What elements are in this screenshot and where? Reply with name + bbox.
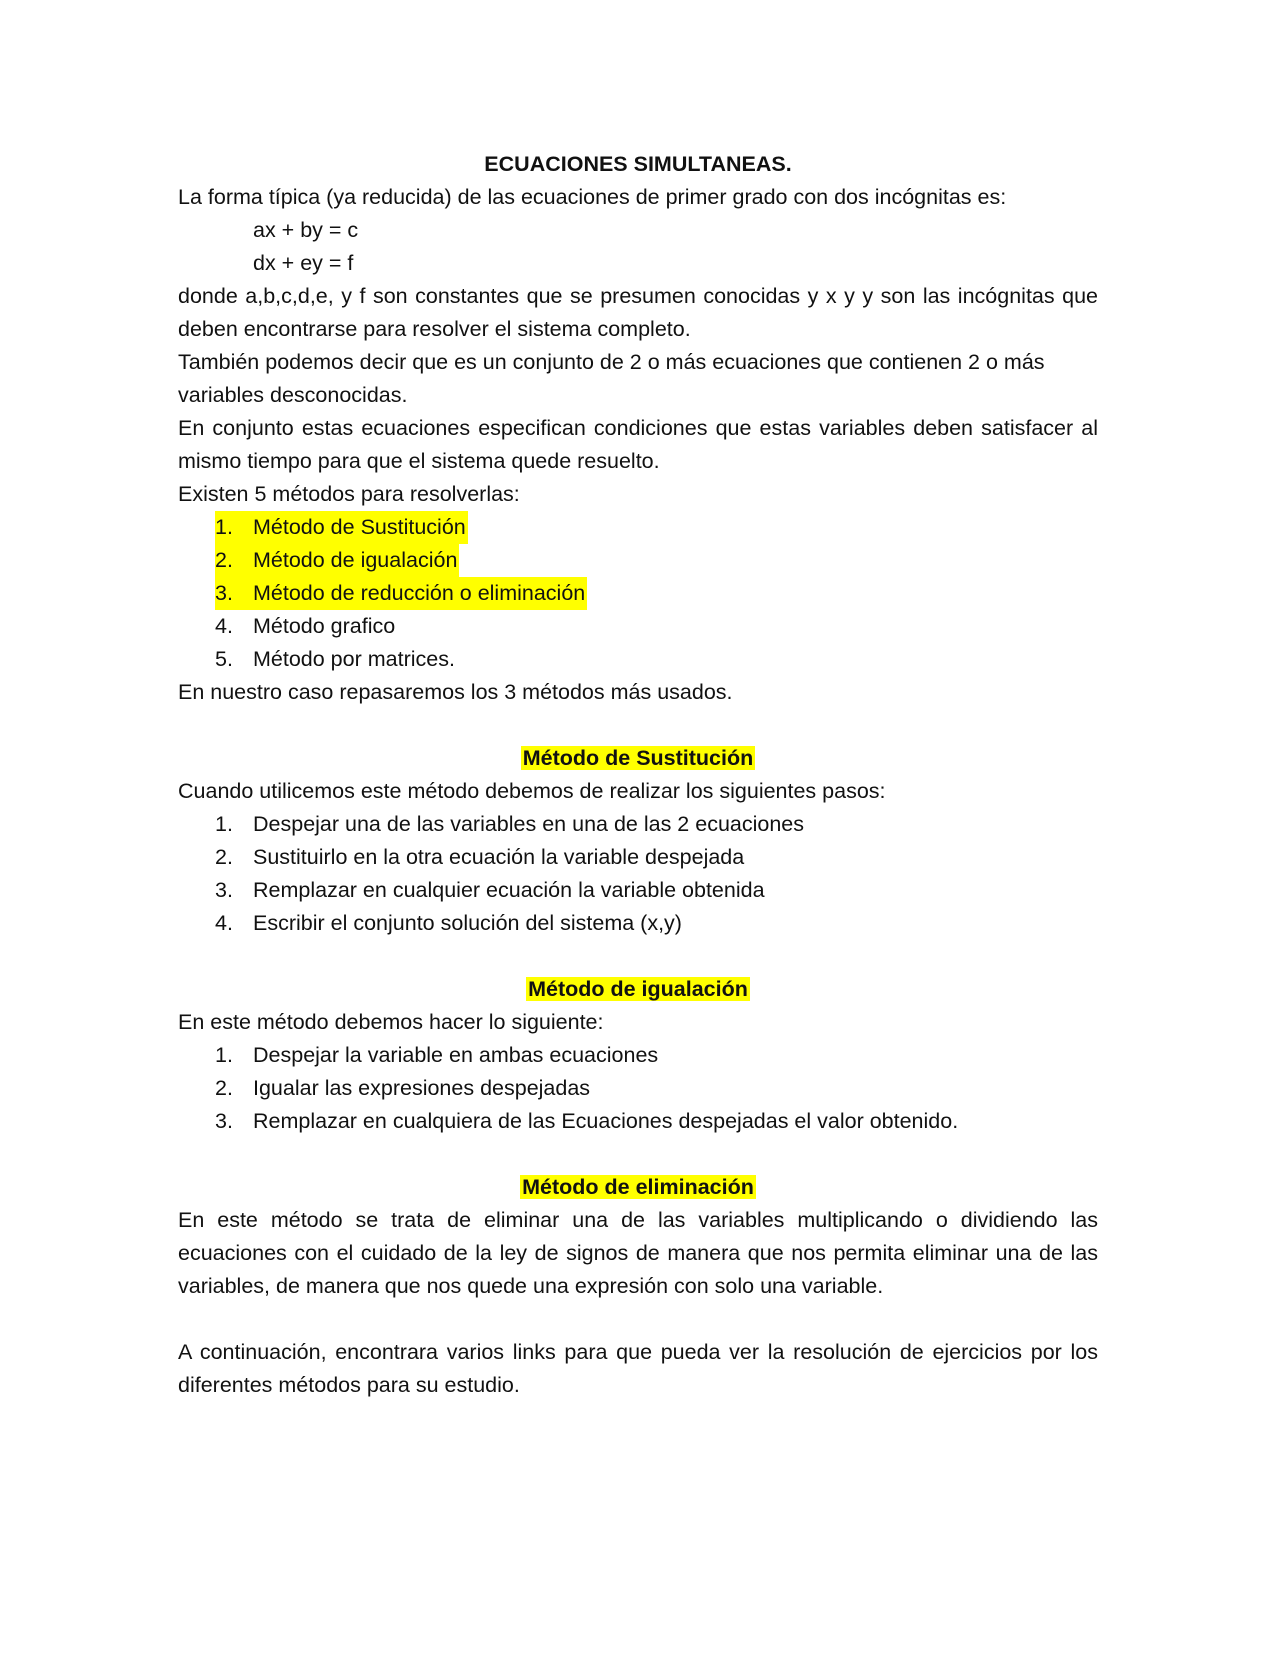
method-label: Método de igualación <box>253 548 458 572</box>
methods-list <box>178 511 1098 676</box>
list-number: 5. <box>215 647 233 671</box>
list-item <box>178 544 1098 577</box>
igualacion-steps <box>178 1039 1098 1138</box>
document-title: ECUACIONES SIMULTANEAS. <box>484 152 792 176</box>
list-item: 3. Remplazar en cualquiera de las Ecuaciones despejadas el valor obtenido. <box>178 1105 1098 1138</box>
list-number: 1. <box>215 515 233 539</box>
list-number: 2. <box>215 1076 233 1100</box>
list-number: 3. <box>215 878 233 902</box>
eliminacion-paragraph: En este método se trata de eliminar una de las variables multiplicando o dividiendo las ecuaciones con el cuidado de la ley de signos de manera que nos permita eliminar una de las variables, de manera que nos quede una expresión con solo una variable. <box>178 1208 1098 1298</box>
section-title-igualacion: Método de igualación <box>528 977 748 1001</box>
list-item: 1. Despejar una de las variables en una de las 2 ecuaciones <box>178 808 1098 841</box>
list-number: 3. <box>215 581 233 605</box>
list-item <box>178 511 1098 544</box>
list-number: 3. <box>215 1109 233 1133</box>
conditions-paragraph: En conjunto estas ecuaciones especifican condiciones que estas variables deben satisfacer al mismo tiempo para que el sistema quede resuelto. <box>178 416 1098 473</box>
list-number: 4. <box>215 911 233 935</box>
list-item: 2. Sustituirlo en la otra ecuación la variable despejada <box>178 841 1098 874</box>
list-number: 1. <box>215 812 233 836</box>
section-title-sustitucion: Método de Sustitución <box>522 746 754 770</box>
list-number: 1. <box>215 1043 233 1067</box>
list-item <box>178 610 1098 643</box>
igualacion-intro: En este método debemos hacer lo siguiente: <box>178 1010 604 1034</box>
intro-paragraph: La forma típica (ya reducida) de las ecuaciones de primer grado con dos incógnitas es: <box>178 185 1007 209</box>
list-item: 1. Despejar la variable en ambas ecuaciones <box>178 1039 1098 1072</box>
method-label: Método por matrices. <box>253 647 455 671</box>
closing-paragraph: A continuación, encontrara varios links para que pueda ver la resolución de ejercicios por los diferentes métodos para su estudio. <box>178 1340 1098 1397</box>
equation-1: ax + by = c <box>253 218 359 242</box>
constants-paragraph: donde a,b,c,d,e, y f son constantes que se presumen conocidas y x y y son las incógnitas que deben encontrarse para resolver el sistema completo. <box>178 284 1098 341</box>
list-number: 2. <box>215 845 233 869</box>
method-label: Método de reducción o eliminación <box>253 581 586 605</box>
methods-intro: Existen 5 métodos para resolverlas: <box>178 482 520 506</box>
list-item: 3. Remplazar en cualquier ecuación la variable obtenida <box>178 874 1098 907</box>
list-item: 2. Igualar las expresiones despejadas <box>178 1072 1098 1105</box>
list-number: 4. <box>215 614 233 638</box>
list-item <box>178 577 1098 610</box>
section-title-eliminacion: Método de eliminación <box>522 1175 754 1199</box>
method-label: Método grafico <box>253 614 396 638</box>
sustitucion-steps <box>178 808 1098 940</box>
equation-2: dx + ey = f <box>253 251 354 275</box>
summary-paragraph: En nuestro caso repasaremos los 3 métodos más usados. <box>178 680 733 704</box>
list-item: 4. Escribir el conjunto solución del sistema (x,y) <box>178 907 1098 940</box>
method-label: Método de Sustitución <box>253 515 466 539</box>
document-content <box>178 148 1098 1402</box>
definition-paragraph: También podemos decir que es un conjunto de 2 o más ecuaciones que contienen 2 o más variables desconocidas. <box>178 350 1045 407</box>
sustitucion-intro: Cuando utilicemos este método debemos de realizar los siguientes pasos: <box>178 779 886 803</box>
list-item <box>178 643 1098 676</box>
list-number: 2. <box>215 548 233 572</box>
